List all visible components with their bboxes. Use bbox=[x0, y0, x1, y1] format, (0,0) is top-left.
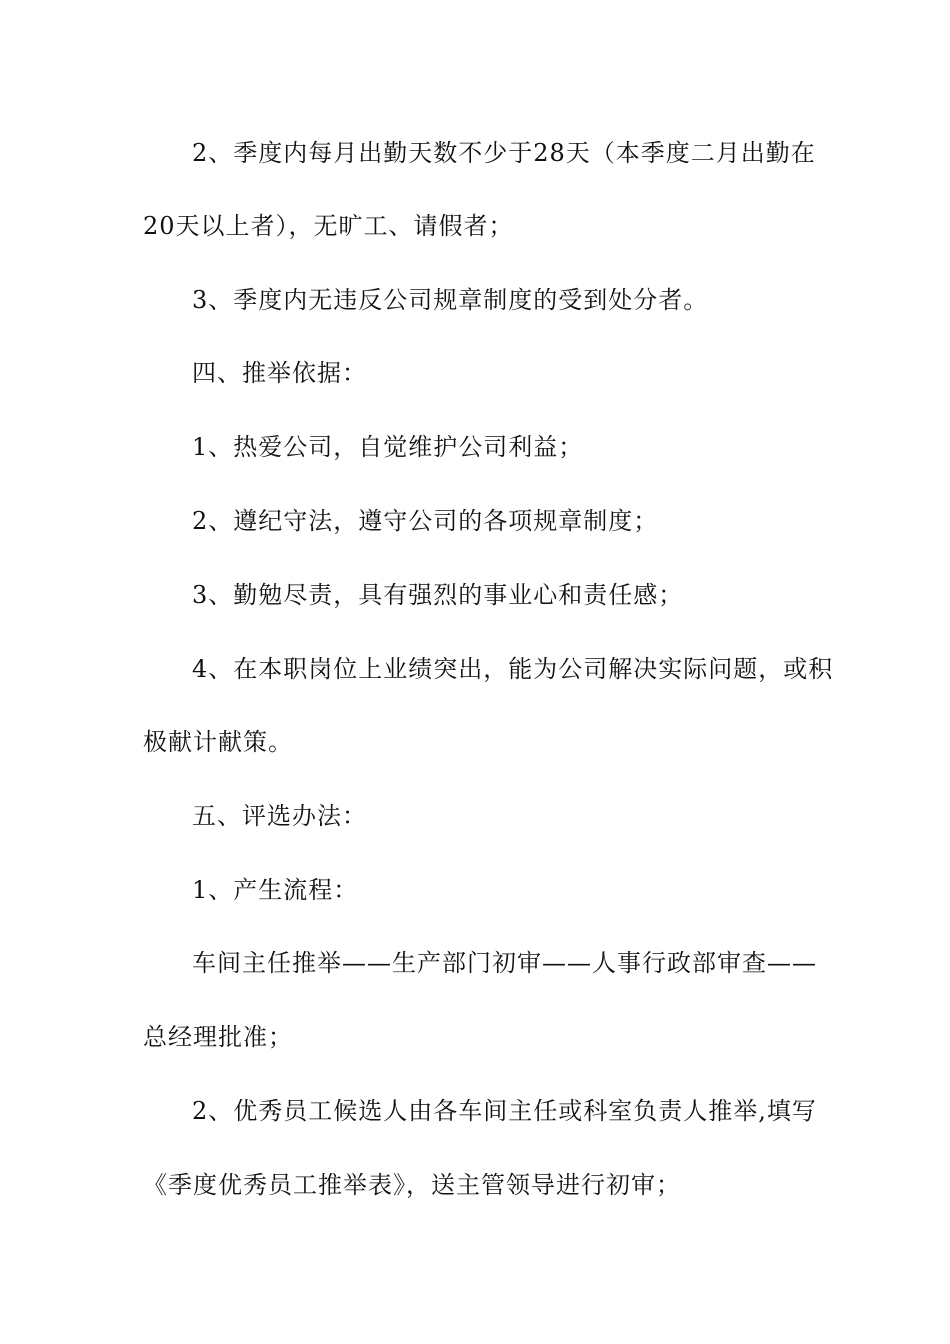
text-line: 3、勤勉尽责，具有强烈的事业心和责任感； bbox=[192, 581, 684, 609]
text-line: 20天以上者），无旷工、请假者； bbox=[143, 212, 514, 240]
section-heading: 四、推举依据： bbox=[192, 359, 367, 387]
text-line: 车间主任推举——生产部门初审——人事行政部审查—— bbox=[192, 949, 817, 977]
section-heading: 五、评选办法： bbox=[192, 802, 367, 830]
text-line: 1、热爱公司，自觉维护公司利益； bbox=[192, 433, 584, 461]
text-line: 2、优秀员工候选人由各车间主任或科室负责人推举,填写 bbox=[192, 1097, 817, 1125]
text-line: 极献计献策。 bbox=[143, 728, 293, 756]
text-line: 《季度优秀员工推举表》，送主管领导进行初审； bbox=[143, 1171, 681, 1199]
text-line: 4、在本职岗位上业绩突出，能为公司解决实际问题，或积 bbox=[192, 655, 834, 683]
text-line: 1、产生流程： bbox=[192, 876, 359, 904]
text-line: 2、季度内每月出勤天数不少于28天（本季度二月出勤在 bbox=[192, 139, 816, 167]
text-line: 2、遵纪守法，遵守公司的各项规章制度； bbox=[192, 507, 659, 535]
text-line: 3、季度内无违反公司规章制度的受到处分者。 bbox=[192, 286, 709, 314]
text-line: 总经理批准； bbox=[143, 1023, 293, 1051]
